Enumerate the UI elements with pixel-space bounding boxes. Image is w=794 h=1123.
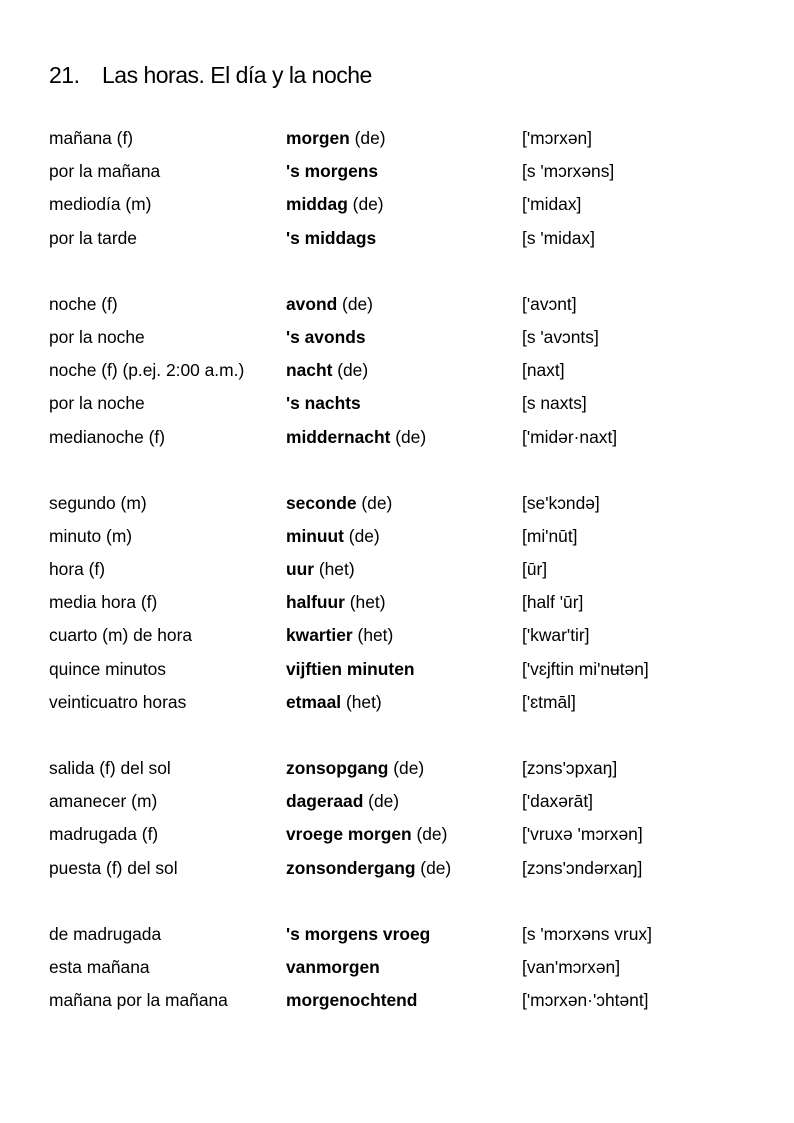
dutch-article: (de) <box>332 360 369 381</box>
dutch-word: 's avonds <box>286 326 366 347</box>
dutch-term <box>286 321 366 354</box>
vocabulary-row <box>49 619 769 652</box>
dutch-word: vanmorgen <box>286 956 380 977</box>
dutch-term <box>286 288 373 321</box>
dutch-article: (de) <box>363 791 400 812</box>
pronunciation: ['vɛjftin mi'nʉtən] <box>522 658 649 679</box>
spanish-term: por la noche <box>49 326 145 347</box>
vocabulary-group <box>49 288 769 454</box>
dutch-word: vroege morgen <box>286 824 412 845</box>
vocabulary-row <box>49 421 769 454</box>
pronunciation: [zɔns'ɔpxaŋ] <box>522 758 618 778</box>
dutch-word: minuut <box>286 525 344 546</box>
vocabulary-row <box>49 354 769 387</box>
vocabulary-row <box>49 951 769 984</box>
pronunciation: [ūr] <box>522 559 548 580</box>
spanish-term: mañana por la mañana <box>49 990 228 1011</box>
vocabulary-group <box>49 918 769 1018</box>
dutch-word: halfuur <box>286 592 345 613</box>
dutch-term <box>286 918 430 951</box>
pronunciation: [se'kɔndə] <box>522 492 600 513</box>
pronunciation: ['kwar'tir] <box>522 625 590 646</box>
pronunciation: [s 'mɔrxəns vrux] <box>522 923 652 944</box>
spanish-term: por la tarde <box>49 227 137 248</box>
dutch-term <box>286 354 368 387</box>
dutch-word: 's morgens <box>286 161 379 182</box>
dutch-article: (de) <box>349 128 386 148</box>
vocabulary-row <box>49 785 769 818</box>
spanish-term: por la noche <box>49 393 145 414</box>
vocabulary-row <box>49 918 769 951</box>
spanish-term: hora (f) <box>49 559 106 580</box>
spanish-term: media hora (f) <box>49 592 158 613</box>
spanish-term: puesta (f) del sol <box>49 857 178 878</box>
spanish-term: veinticuatro horas <box>49 691 187 712</box>
vocabulary-row <box>49 288 769 321</box>
vocabulary-row <box>49 553 769 586</box>
pronunciation: [s 'midax] <box>522 227 595 248</box>
spanish-term: cuarto (m) de hora <box>49 625 193 646</box>
spanish-term: mediodía (m) <box>49 194 152 215</box>
dutch-term <box>286 155 378 188</box>
dutch-term <box>286 188 384 221</box>
dutch-word: 's middags <box>286 227 377 248</box>
dutch-term <box>286 752 424 785</box>
dutch-term <box>286 222 376 255</box>
dutch-word: zonsondergang <box>286 857 416 878</box>
dutch-term <box>286 586 386 619</box>
dutch-word: 's morgens vroeg <box>286 923 431 944</box>
dutch-article: (de) <box>411 824 448 845</box>
pronunciation: [zɔns'ɔndərxaŋ] <box>522 857 643 878</box>
pronunciation: ['midər·naxt] <box>522 426 618 447</box>
pronunciation: [s naxts] <box>522 393 587 414</box>
vocabulary-group <box>49 122 769 255</box>
spanish-term: esta mañana <box>49 956 150 977</box>
pronunciation: ['ɛtmāl] <box>522 691 576 712</box>
dutch-word: uur <box>286 559 315 580</box>
dutch-term <box>286 818 447 851</box>
dutch-article: (de) <box>415 857 452 878</box>
dutch-term <box>286 520 380 553</box>
dutch-term <box>286 421 426 454</box>
vocabulary-group <box>49 487 769 719</box>
dutch-article: (de) <box>388 758 425 778</box>
dutch-article: (het) <box>352 625 394 646</box>
dutch-term <box>286 653 415 686</box>
dutch-word: seconde <box>286 492 357 513</box>
vocabulary-group <box>49 752 769 885</box>
dutch-article: (de) <box>347 194 384 215</box>
dutch-article: (de) <box>343 525 380 546</box>
spanish-term: mañana (f) <box>49 128 134 148</box>
dutch-article: (de) <box>337 293 373 314</box>
dutch-term <box>286 553 355 586</box>
vocabulary-row <box>49 387 769 420</box>
spanish-term: noche (f) (p.ej. 2:00 a.m.) <box>49 360 245 381</box>
pronunciation: [naxt] <box>522 360 565 381</box>
vocabulary-list <box>49 122 769 1050</box>
vocabulary-row <box>49 586 769 619</box>
vocabulary-row <box>49 984 769 1017</box>
dutch-article: (de) <box>390 426 427 447</box>
vocabulary-row <box>49 686 769 719</box>
dutch-term <box>286 487 392 520</box>
vocabulary-row <box>49 155 769 188</box>
dutch-word: morgen <box>286 128 350 148</box>
dutch-term <box>286 984 417 1017</box>
dutch-article: (het) <box>314 559 355 580</box>
vocabulary-row <box>49 752 769 785</box>
dutch-article: (het) <box>344 592 386 613</box>
dutch-word: 's nachts <box>286 393 361 414</box>
pronunciation: ['avɔnt] <box>522 293 577 314</box>
dutch-word: zonsopgang <box>286 758 389 778</box>
pronunciation: [mi'nūt] <box>522 525 578 546</box>
pronunciation: [s 'avɔnts] <box>522 326 599 347</box>
section-number: 21. <box>49 62 80 88</box>
pronunciation: ['daxərāt] <box>522 791 593 812</box>
spanish-term: noche (f) <box>49 293 118 314</box>
dutch-word: vijftien minuten <box>286 658 415 679</box>
vocabulary-row <box>49 122 769 155</box>
dutch-word: kwartier <box>286 625 353 646</box>
page-title <box>49 62 372 89</box>
dutch-article: (de) <box>356 492 393 513</box>
pronunciation: [half 'ūr] <box>522 592 584 613</box>
dutch-term <box>286 785 399 818</box>
pronunciation: ['vruxə 'mɔrxən] <box>522 824 643 845</box>
spanish-term: madrugada (f) <box>49 824 159 845</box>
spanish-term: amanecer (m) <box>49 791 158 812</box>
vocabulary-row <box>49 321 769 354</box>
dutch-word: etmaal <box>286 691 342 712</box>
dutch-term <box>286 951 380 984</box>
spanish-term: de madrugada <box>49 923 162 944</box>
dutch-word: middernacht <box>286 426 391 447</box>
vocabulary-row <box>49 818 769 851</box>
dutch-word: avond <box>286 293 338 314</box>
dutch-word: middag <box>286 194 348 215</box>
pronunciation: ['mɔrxən] <box>522 128 592 148</box>
dutch-term <box>286 619 393 652</box>
dutch-word: dageraad <box>286 791 364 812</box>
dutch-article: (het) <box>341 691 382 712</box>
spanish-term: por la mañana <box>49 161 161 182</box>
vocabulary-row <box>49 222 769 255</box>
spanish-term: segundo (m) <box>49 492 147 513</box>
vocabulary-row <box>49 653 769 686</box>
spanish-term: quince minutos <box>49 658 166 679</box>
vocabulary-row <box>49 852 769 885</box>
vocabulary-row <box>49 520 769 553</box>
spanish-term: salida (f) del sol <box>49 758 171 778</box>
dutch-term <box>286 852 451 885</box>
vocabulary-row <box>49 487 769 520</box>
section-title: Las horas. El día y la noche <box>102 62 372 88</box>
dutch-word: morgenochtend <box>286 990 418 1011</box>
vocabulary-row <box>49 188 769 221</box>
pronunciation: [van'mɔrxən] <box>522 956 621 977</box>
pronunciation: ['mɔrxən·'ɔhtənt] <box>522 990 649 1011</box>
spanish-term: medianoche (f) <box>49 426 165 447</box>
dutch-word: nacht <box>286 360 333 381</box>
dutch-term <box>286 122 386 155</box>
pronunciation: [s 'mɔrxəns] <box>522 161 615 182</box>
dutch-term <box>286 686 382 719</box>
dutch-term <box>286 387 361 420</box>
spanish-term: minuto (m) <box>49 525 133 546</box>
pronunciation: ['midax] <box>522 194 582 215</box>
